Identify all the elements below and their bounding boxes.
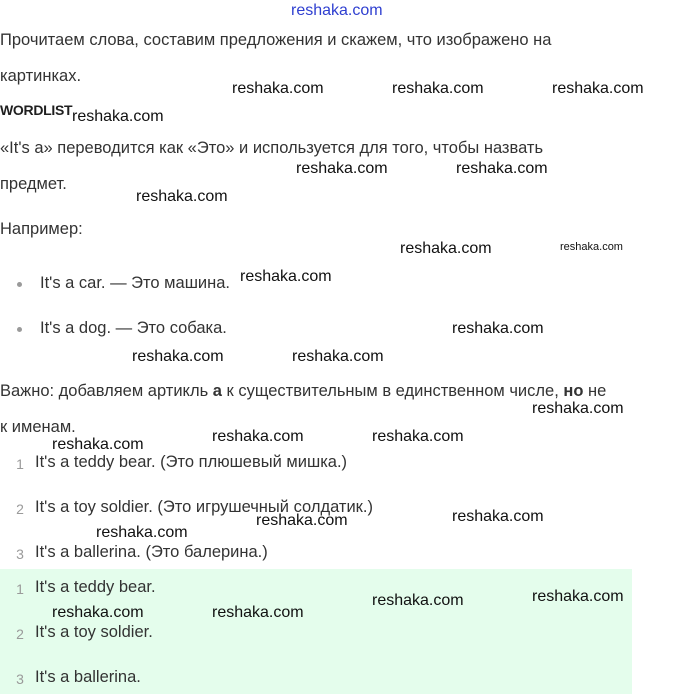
- bullet-marker: [17, 327, 22, 332]
- answer-number: 2: [16, 626, 24, 642]
- watermark: reshaka.com: [132, 348, 224, 365]
- watermark: reshaka.com: [212, 604, 304, 621]
- watermark: reshaka.com: [212, 428, 304, 445]
- watermark: reshaka.com: [240, 268, 332, 285]
- watermark: reshaka.com: [392, 80, 484, 97]
- example-label: Например:: [0, 220, 83, 238]
- explanation-line-1: «It's a» переводится как «Это» и используется для того, чтобы назвать: [0, 139, 544, 157]
- watermark: reshaka.com: [560, 241, 623, 253]
- note-suffix: не: [583, 382, 607, 400]
- task-item: It's a teddy bear. (Это плюшевый мишка.): [35, 453, 348, 471]
- answer-number: 3: [16, 671, 24, 687]
- watermark: reshaka.com: [452, 508, 544, 525]
- bullet-marker: [17, 282, 22, 287]
- watermark: reshaka.com: [52, 436, 144, 453]
- answer-item: It's a toy soldier.: [35, 623, 153, 641]
- note-conj: но: [563, 382, 584, 400]
- note-line-2: к именам.: [0, 418, 76, 436]
- watermark: reshaka.com: [232, 80, 324, 97]
- watermark: reshaka.com: [136, 188, 228, 205]
- watermark: reshaka.com: [296, 160, 388, 177]
- intro-line-1: Прочитаем слова, составим предложения и скажем, что изображено на: [0, 31, 552, 49]
- note-middle: к существительным в единственном числе,: [221, 382, 564, 400]
- watermark: reshaka.com: [72, 108, 164, 125]
- example-item: It's a car. — Это машина.: [40, 274, 231, 292]
- watermark: reshaka.com: [372, 428, 464, 445]
- watermark: reshaka.com: [532, 588, 624, 605]
- task-number: 1: [16, 456, 24, 472]
- watermark: reshaka.com: [292, 348, 384, 365]
- task-item: It's a toy soldier. (Это игрушечный солдатик.): [35, 498, 373, 516]
- note-prefix: Важно: добавляем артикль: [0, 382, 213, 400]
- task-item: It's a ballerina. (Это балерина.): [35, 543, 268, 561]
- intro-line-2: картинках.: [0, 67, 82, 85]
- watermark: reshaka.com: [532, 400, 624, 417]
- note-line-1: [0, 382, 606, 401]
- watermark: reshaka.com: [96, 524, 188, 541]
- watermark: reshaka.com: [552, 80, 644, 97]
- answer-item: It's a teddy bear.: [35, 578, 156, 596]
- watermark: reshaka.com: [400, 240, 492, 257]
- answer-item: It's a ballerina.: [35, 668, 141, 686]
- answer-number: 1: [16, 581, 24, 597]
- watermark: reshaka.com: [52, 604, 144, 621]
- watermark: reshaka.com: [456, 160, 548, 177]
- watermark: reshaka.com: [372, 592, 464, 609]
- example-item: It's a dog. — Это собака.: [40, 319, 227, 337]
- site-header-link[interactable]: reshaka.com: [291, 2, 383, 19]
- task-number: 3: [16, 546, 24, 562]
- wordlist-heading: WORDLIST: [0, 102, 73, 118]
- task-number: 2: [16, 501, 24, 517]
- note-article: a: [212, 382, 222, 400]
- watermark: reshaka.com: [452, 320, 544, 337]
- explanation-line-2: предмет.: [0, 175, 67, 193]
- watermark: reshaka.com: [256, 512, 348, 529]
